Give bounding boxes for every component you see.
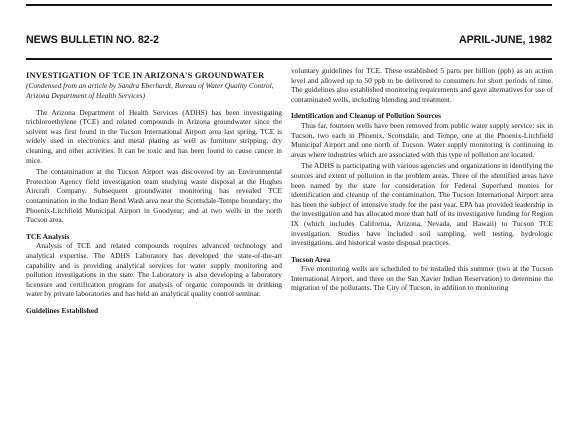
intro-paragraph: The contamination at the Tucson Airport was discovered by an Environmental Protection Agency field investigation team studying waste disposal at the Hughes Aircraft Company. Subsequent groundwater monitoring has revealed TCE contamination in the Indian Bend Wash area near the Scottsdale-Tempe boundary; the Phoenix-Litchfield Municipal Airport in Goodyear; and at two wells in the north Tucson area. — [26, 167, 282, 225]
identification-heading: Identification and Cleanup of Pollution Sources — [291, 111, 441, 121]
bulletin-number: NEWS BULLETIN NO. 82-2 — [26, 34, 160, 46]
guidelines-heading: Guidelines Established — [26, 305, 99, 315]
header-rule — [26, 58, 552, 60]
analysis-heading: TCE Analysis — [26, 231, 70, 241]
left-column — [26, 66, 282, 426]
tucson-paragraph: Five monitoring wells are scheduled to be installed this summer (two at the Tucson International Airport, and three on the San Xavier Indian Reservation) to determine the migration of the pollutants. The City of Tucson, in addition to monitoring — [291, 264, 553, 293]
identification-paragraph: The ADHS is participating with various agencies and organizations in identifying the sources and extent of pollution in the problem areas. Three of the identified areas have been named by the state for consideration for Federal Superfund monies for identification and cleanup of the contamination. The Tucson International Airport area has been the subject of intensive study for the past year. EPA has provided leadership in the investigation and has allocated more than half of its investigative funding for Region IX (which includes California, Arizona, Nevada, and Hawaii) to Tucson TCE investigation. Studies have included soil sampling, well testing, hydrologic investigations, and historical waste disposal practices. — [291, 161, 553, 248]
intro-paragraph: The Arizona Department of Health Services (ADHS) has been investigating trichloroethylene (TCE) and related compounds in Arizona groundwater since the solvent was first found in the Tucson International Airport area last spring. TCE is widely used in electronics and metal plating as well as furniture stripping, dry cleaning, and other activities. It can be toxic and has been found to cause cancer in mice. — [26, 107, 282, 165]
article-title: INVESTIGATION OF TCE IN ARIZONA'S GROUNDWATER — [26, 71, 265, 80]
tucson-heading: Tucson Area — [291, 254, 331, 264]
bulletin-header — [26, 34, 552, 54]
analysis-paragraph: Analysis of TCE and related compounds requires advanced technology and analytical expertise. The ADHS Laboratory has developed the state-of-the-art capability and is providing analytical services for water supply monitoring and pollution investigations in the state. The Laboratory is also developing a laboratory licensure and certification program for analysis of organic compounds in drinking water by private laboratories and has held an analytical quality control seminar. — [26, 241, 282, 299]
identification-paragraph: Thus far, fourteen wells have been removed from public water supply service: six in Tucson, two each in Phoenix, Scottsdale, and Tempe, one at the Phoenix-Litchfield Municipal Airport and one north of Tucson. Water supply monitoring is continuing in areas where industries which are associated with this type of pollution are located. — [291, 120, 553, 159]
top-rule — [26, 4, 552, 6]
article-byline: (Condensed from an article by Sandra Eberhardt, Bureau of Water Quality Control, Arizona Department of Health Services) — [26, 81, 274, 100]
right-column — [291, 66, 553, 426]
guidelines-paragraph: voluntary guidelines for TCE. These established 5 parts per billion (ppb) as an action level and allowed up to 50 ppb to be delivered to consumers for short periods of time. The guidelines also established monitoring requirements and gave alternatives for use of contaminated wells, including blending and treatment. — [291, 66, 553, 104]
bulletin-date: APRIL-JUNE, 1982 — [458, 34, 552, 46]
